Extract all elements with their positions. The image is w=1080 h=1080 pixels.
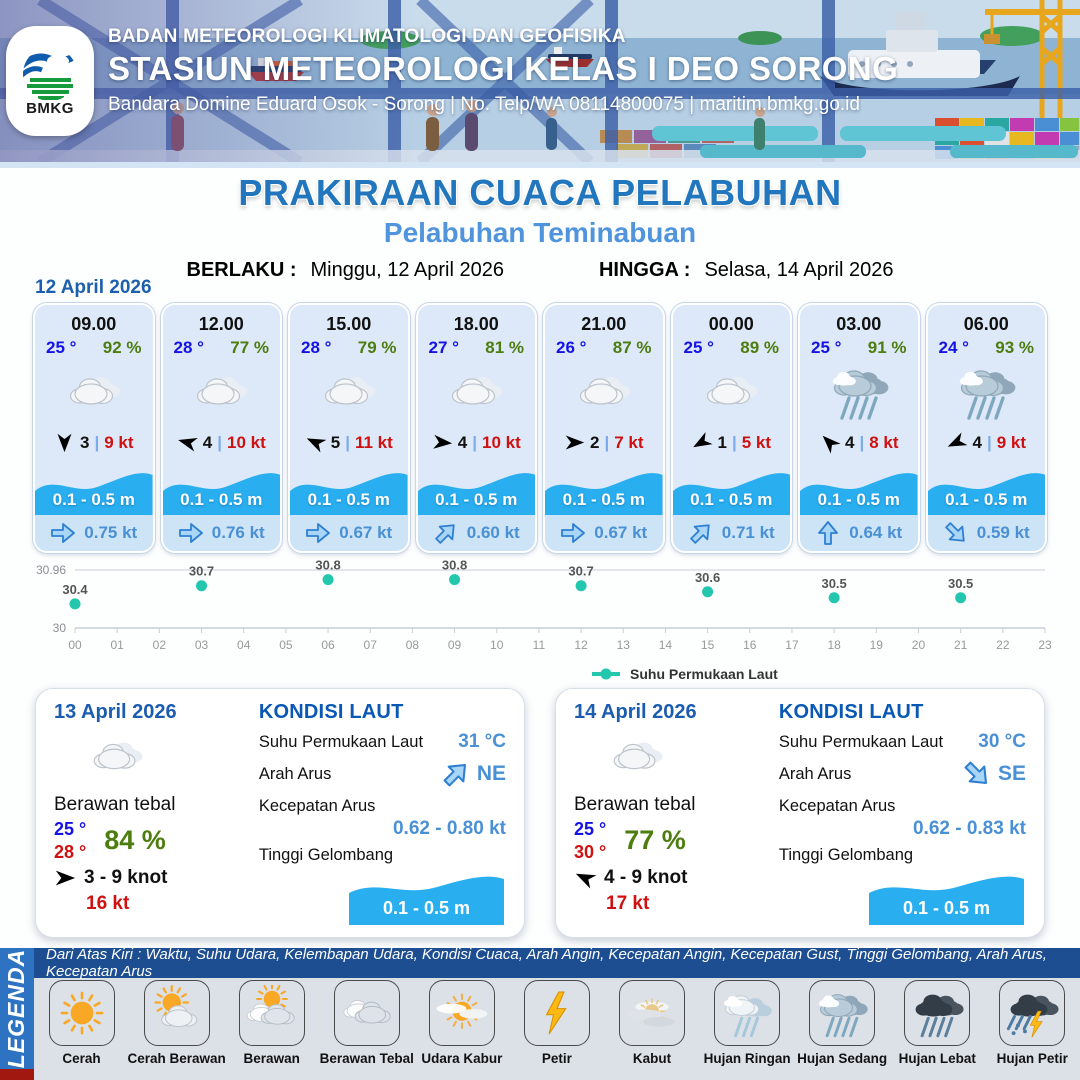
- current-row: [418, 515, 536, 551]
- svg-text:19: 19: [869, 638, 883, 652]
- wave-height: 0.1 - 0.5 m: [52, 490, 135, 509]
- legend-item: Petir: [514, 980, 600, 1066]
- current-speed-label: Kecepatan Arus: [778, 797, 896, 815]
- svg-text:17: 17: [785, 638, 799, 652]
- day-weather-icon: [82, 726, 253, 790]
- page-title: PRAKIRAAN CUACA PELABUHAN: [238, 172, 842, 213]
- humidity: 89 %: [740, 338, 779, 357]
- svg-text:23: 23: [1038, 638, 1052, 652]
- current-row: [545, 515, 663, 551]
- svg-text:22: 22: [996, 638, 1010, 652]
- legend-side-bar: [0, 948, 34, 1069]
- day-condition: Berawan tebal: [54, 794, 176, 815]
- legend-item: Hujan Lebat: [894, 980, 980, 1066]
- temperature: 24 °: [938, 338, 969, 357]
- svg-text:30.8: 30.8: [441, 557, 468, 573]
- current-row: [673, 515, 791, 551]
- wave-height-band: [800, 465, 918, 515]
- svg-text:05: 05: [279, 638, 293, 652]
- moderate-rain-icon: [809, 980, 875, 1046]
- wind-scale: 4: [844, 432, 855, 452]
- current-speed: 0.67 kt: [594, 523, 648, 542]
- day-weather-icon: [602, 726, 773, 790]
- temperature: 27 °: [428, 338, 459, 357]
- forecast-card: [33, 303, 155, 553]
- forecast-time: 18.00: [453, 314, 499, 334]
- wind-direction-icon: [815, 428, 845, 458]
- day-wind-direction-icon: [54, 867, 76, 889]
- wave-height-label: Tinggi Gelombang: [778, 846, 914, 864]
- svg-text:06: 06: [321, 638, 335, 652]
- current-speed: 0.75 kt: [84, 523, 138, 542]
- day-humidity: 77 %: [624, 825, 686, 855]
- sea-current-speed: 0.62 - 0.83 kt: [912, 818, 1026, 839]
- sea-current-direction-icon: [435, 753, 476, 794]
- current-speed: 0.59 kt: [976, 523, 1030, 542]
- weather-icon: [35, 360, 153, 426]
- header-banner: [0, 0, 1080, 162]
- current-speed: 0.71 kt: [721, 523, 775, 542]
- wind-separator: |: [859, 432, 865, 452]
- wind-speed: 9 kt: [996, 432, 1027, 452]
- current-speed: 0.76 kt: [211, 523, 265, 542]
- current-direction-icon: [816, 520, 840, 546]
- svg-text:30.5: 30.5: [947, 575, 974, 591]
- day-temp-max: 30 °: [574, 841, 607, 862]
- day-humidity: 84 %: [104, 825, 166, 855]
- forecast-card: [543, 303, 665, 553]
- wind-speed: 8 kt: [869, 432, 899, 452]
- wave-height: 0.1 - 0.5 m: [435, 490, 518, 509]
- svg-text:30.7: 30.7: [188, 563, 215, 579]
- wind-scale: 4: [202, 432, 213, 452]
- forecast-time: 03.00: [836, 314, 882, 334]
- forecast-card: [416, 303, 538, 553]
- current-direction-label: Arah Arus: [778, 764, 852, 783]
- storm-rain-icon: [999, 980, 1065, 1046]
- forecast-cards-row: [33, 303, 1047, 553]
- wind-direction-icon: [301, 429, 329, 457]
- legend-item: Cerah: [39, 980, 125, 1066]
- current-row: [928, 515, 1046, 551]
- wind-separator: |: [345, 432, 350, 452]
- day-summary-row: [35, 688, 1045, 938]
- temperature: 28 °: [173, 338, 204, 357]
- forecast-time: 06.00: [963, 314, 1009, 334]
- hingga-value: Selasa, 14 April 2026: [704, 259, 894, 281]
- svg-text:10: 10: [490, 638, 504, 652]
- day-date: 13 April 2026: [54, 701, 177, 723]
- sea-current-direction-icon: [956, 753, 997, 794]
- temperature: 25 °: [811, 338, 842, 357]
- legend-item: Hujan Sedang: [799, 980, 885, 1066]
- forecast-date-label: 12 April 2026: [35, 277, 152, 298]
- weather-icon: [545, 360, 663, 426]
- light-rain-icon: [714, 980, 780, 1046]
- legend-section: [0, 948, 1080, 1080]
- current-direction-icon: [938, 515, 973, 550]
- wave-height-band: [163, 465, 281, 515]
- current-speed-label: Kecepatan Arus: [258, 797, 376, 815]
- svg-text:09: 09: [447, 638, 462, 652]
- wind-speed: 5 kt: [741, 432, 772, 452]
- current-direction-icon: [178, 521, 204, 545]
- wave-height-band: [928, 465, 1046, 515]
- day-date: 14 April 2026: [574, 701, 697, 723]
- forecast-time: 00.00: [708, 314, 754, 334]
- wind-scale: 5: [330, 432, 341, 452]
- wave-height-label: Tinggi Gelombang: [258, 846, 394, 864]
- wave-height-band: [545, 465, 663, 515]
- wind-separator: |: [94, 432, 100, 452]
- clouds-icon: [334, 980, 400, 1046]
- bmkg-emblem: [21, 45, 79, 103]
- current-direction-label: Arah Arus: [258, 764, 332, 783]
- heavy-rain-icon: [904, 980, 970, 1046]
- wind-separator: |: [604, 432, 610, 452]
- sea-wave-height: 0.1 - 0.5 m: [382, 898, 471, 918]
- wave-height-band: [673, 465, 791, 515]
- svg-text:18: 18: [827, 638, 841, 652]
- current-speed: 0.60 kt: [466, 523, 520, 542]
- svg-text:12: 12: [574, 638, 588, 652]
- wind-scale: 2: [589, 432, 600, 452]
- day-card: [555, 688, 1045, 938]
- humidity: 92 %: [102, 338, 142, 357]
- humidity: 87 %: [612, 338, 652, 357]
- forecast-time: 09.00: [71, 314, 117, 334]
- sea-wave-box: [869, 867, 1024, 925]
- bmkg-logo-label: BMKG: [26, 100, 74, 117]
- svg-text:16: 16: [743, 638, 757, 652]
- svg-text:00: 00: [68, 638, 82, 652]
- legend-item: Kabut: [609, 980, 695, 1066]
- current-row: [35, 515, 153, 551]
- sst-value: 30 °C: [978, 731, 1026, 752]
- legend-items-row: [34, 980, 1080, 1066]
- sst-label: Suhu Permukaan Laut: [258, 732, 424, 751]
- svg-text:01: 01: [110, 638, 124, 652]
- wind-speed: 9 kt: [104, 432, 134, 452]
- humidity: 77 %: [230, 338, 269, 357]
- lightning-icon: [524, 980, 590, 1046]
- forecast-card: [926, 303, 1048, 553]
- berlaku-label: BERLAKU :: [186, 259, 297, 281]
- temperature: 25 °: [683, 338, 714, 357]
- day-temp-min: 25 °: [574, 819, 607, 839]
- wave-height-band: [290, 465, 408, 515]
- humidity: 91 %: [867, 338, 907, 357]
- current-speed: 0.64 kt: [849, 523, 903, 542]
- wind-speed: 11 kt: [354, 432, 393, 452]
- humidity: 81 %: [485, 338, 524, 357]
- temperature: 25 °: [46, 338, 77, 357]
- wind-scale: 4: [457, 432, 468, 452]
- wind-scale: 3: [79, 432, 90, 452]
- wind-separator: |: [217, 432, 222, 452]
- sst-label: Suhu Permukaan Laut: [778, 732, 944, 751]
- wind-separator: |: [731, 432, 737, 452]
- forecast-card: [671, 303, 793, 553]
- current-direction-icon: [560, 521, 586, 545]
- sun-icon: [49, 980, 115, 1046]
- legend-side-label: LEGENDA: [3, 948, 30, 1069]
- day-temp-min: 25 °: [54, 819, 87, 839]
- sea-condition-title: KONDISI LAUT: [258, 701, 404, 723]
- legend-info-bar: Dari Atas Kiri : Waktu, Suhu Udara, Kelembapan Udara, Kondisi Cuaca, Arah Angin, Kecepatan Angin, Kecepatan Gust, Tinggi Gelombang, Arah Arus, Kecepatan Arus: [34, 948, 1080, 978]
- wind-direction-icon: [431, 431, 454, 454]
- weather-icon: [928, 360, 1046, 426]
- wave-height-band: [418, 465, 536, 515]
- weather-icon: [800, 360, 918, 426]
- legend-item: Hujan Petir: [989, 980, 1075, 1066]
- legend-item: Berawan: [229, 980, 315, 1066]
- forecast-time: 15.00: [326, 314, 372, 334]
- hingga-label: HINGGA :: [598, 259, 691, 281]
- svg-text:30.4: 30.4: [62, 581, 88, 597]
- wave-height: 0.1 - 0.5 m: [180, 490, 263, 509]
- day-wind-range: 3 - 9 knot: [84, 867, 168, 888]
- wind-direction-icon: [564, 432, 585, 453]
- svg-text:30.8: 30.8: [315, 557, 341, 573]
- wave-height: 0.1 - 0.5 m: [817, 490, 900, 509]
- sea-current-direction: SE: [997, 762, 1026, 785]
- svg-text:30.96: 30.96: [35, 563, 66, 577]
- current-direction-icon: [683, 515, 718, 550]
- day-condition: Berawan tebal: [574, 794, 696, 815]
- svg-text:30.7: 30.7: [568, 563, 594, 579]
- current-row: [800, 515, 918, 551]
- legend-item: Cerah Berawan: [134, 980, 220, 1066]
- current-direction-icon: [305, 521, 331, 545]
- weather-icon: [673, 360, 791, 426]
- current-direction-icon: [428, 515, 463, 550]
- svg-text:14: 14: [658, 638, 673, 652]
- wind-speed: 10 kt: [481, 432, 521, 452]
- weather-icon: [290, 360, 408, 426]
- temperature: 28 °: [301, 338, 332, 357]
- berlaku-value: Minggu, 12 April 2026: [310, 259, 504, 281]
- current-row: [163, 515, 281, 551]
- day-wind-range: 4 - 9 knot: [604, 867, 688, 888]
- cloud-sun-icon: [239, 980, 305, 1046]
- forecast-time: 21.00: [581, 314, 627, 334]
- sea-wave-height: 0.1 - 0.5 m: [902, 898, 991, 918]
- day-temp-max: 28 °: [54, 841, 87, 862]
- current-direction-icon: [50, 521, 76, 545]
- sun-cloud-icon: [144, 980, 210, 1046]
- wave-height-band: [35, 465, 153, 515]
- bmkg-logo: [6, 26, 94, 136]
- weather-icon: [418, 360, 536, 426]
- wind-separator: |: [472, 432, 477, 452]
- day-gust: 17 kt: [606, 893, 650, 914]
- sea-current-direction: NE: [476, 762, 506, 785]
- forecast-card: [798, 303, 920, 553]
- sst-value: 31 °C: [458, 731, 506, 752]
- forecast-card: [161, 303, 283, 553]
- sst-chart-container: [20, 556, 1060, 688]
- wind-direction-icon: [54, 432, 75, 453]
- wind-direction-icon: [943, 429, 971, 457]
- legend-item: Hujan Ringan: [704, 980, 790, 1066]
- svg-text:21: 21: [953, 638, 968, 652]
- svg-text:13: 13: [616, 638, 630, 652]
- station-contact: Bandara Domine Eduard Osok - Sorong | No. Telp/WA 08114800075 | maritim.bmkg.go.id: [108, 94, 860, 115]
- current-row: [290, 515, 408, 551]
- svg-text:20: 20: [911, 638, 926, 652]
- svg-text:07: 07: [363, 638, 377, 652]
- org-name: BADAN METEOROLOGI KLIMATOLOGI DAN GEOFISIKA: [108, 26, 626, 47]
- wind-separator: |: [986, 432, 992, 452]
- weather-icon: [163, 360, 281, 426]
- fog-icon: [619, 980, 685, 1046]
- svg-text:03: 03: [194, 638, 209, 652]
- svg-text:11: 11: [532, 638, 546, 652]
- legend-item: Berawan Tebal: [324, 980, 410, 1066]
- haze-sun-icon: [429, 980, 495, 1046]
- svg-text:08: 08: [405, 638, 420, 652]
- svg-text:30: 30: [52, 621, 66, 635]
- humidity: 79 %: [357, 338, 397, 357]
- current-speed: 0.67 kt: [339, 523, 393, 542]
- port-name: Pelabuhan Teminabuan: [383, 217, 697, 248]
- svg-text:02: 02: [152, 638, 167, 652]
- wind-speed: 10 kt: [226, 432, 266, 452]
- forecast-card: [288, 303, 410, 553]
- temperature: 26 °: [556, 338, 587, 357]
- forecast-time: 12.00: [198, 314, 244, 334]
- svg-text:15: 15: [700, 638, 715, 652]
- svg-text:30.5: 30.5: [821, 575, 847, 591]
- day-wind-direction-icon: [570, 863, 599, 892]
- sea-wave-box: [349, 867, 504, 925]
- svg-text:Suhu Permukaan Laut: Suhu Permukaan Laut: [630, 666, 778, 682]
- wind-speed: 7 kt: [614, 432, 644, 452]
- humidity: 93 %: [995, 338, 1034, 357]
- legend-item: Udara Kabur: [419, 980, 505, 1066]
- wind-direction-icon: [688, 428, 717, 457]
- wind-scale: 4: [972, 432, 982, 452]
- svg-text:30.6: 30.6: [694, 569, 721, 585]
- wave-height: 0.1 - 0.5 m: [562, 490, 645, 509]
- station-name: STASIUN METEOROLOGI KELAS I DEO SORONG: [108, 50, 899, 87]
- sea-condition-title: KONDISI LAUT: [778, 701, 924, 723]
- wind-scale: 1: [717, 432, 727, 452]
- day-card: [35, 688, 525, 938]
- svg-text:04: 04: [237, 638, 251, 652]
- wave-height: 0.1 - 0.5 m: [945, 490, 1028, 509]
- legend-red-accent: [0, 1069, 34, 1080]
- wave-height: 0.1 - 0.5 m: [307, 490, 390, 509]
- sea-current-speed: 0.62 - 0.80 kt: [392, 818, 506, 839]
- day-gust: 16 kt: [86, 893, 130, 914]
- wind-direction-icon: [174, 430, 200, 456]
- header-divider: [0, 162, 1080, 168]
- validity-row: [0, 259, 1080, 282]
- sst-chart: [20, 556, 1060, 688]
- wave-height: 0.1 - 0.5 m: [690, 490, 773, 509]
